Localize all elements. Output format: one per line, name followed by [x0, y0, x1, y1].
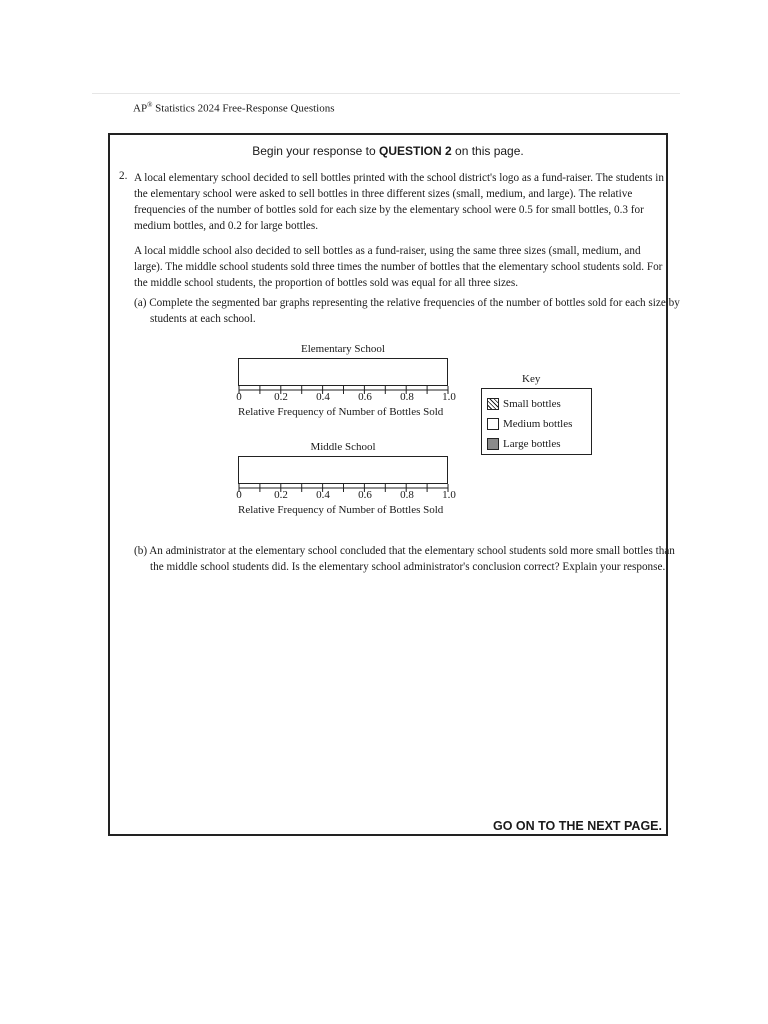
elementary-tick-label: 0.2 [274, 391, 288, 403]
middle-tick-label: 1.0 [442, 489, 456, 501]
elementary-tick-label: 0 [236, 391, 242, 403]
question-intro: A local elementary school decided to sell bottles printed with the school district's logo as a fund-raiser. The students in the elementary school were asked to sell bottles in three different sizes (small, medium, and large). The relative frequencies of the number of bottles sold for each size by the elementary school were 0.5 for small bottles, 0.3 for medium bottles, and 0.2 for large bottles. [134, 172, 664, 232]
middle-school-bar[interactable] [238, 456, 448, 484]
key-item-medium [487, 417, 572, 431]
key-title: Key [522, 373, 541, 385]
elementary-tick-label: 0.4 [316, 391, 330, 403]
key-item-small [487, 397, 561, 411]
begin-instruction: Begin your response to QUESTION 2 on this page. [252, 144, 524, 158]
elementary-tick-label: 1.0 [442, 391, 456, 403]
question-middle-school: A local middle school also decided to sell bottles as a fund-raiser, using the same three sizes (small, medium, and large). The middle school students sold three times the number of bottles that the elementary school students sold. For the middle school students, the proportion of bottles sold was equal for all three sizes. [134, 245, 663, 289]
gray-swatch-icon [487, 438, 499, 450]
middle-tick-label: 0.8 [400, 489, 414, 501]
part-a-prompt: (a) Complete the segmented bar graphs representing the relative frequencies of the number of bottles sold for each size by students at each school. [134, 297, 680, 325]
elementary-bar[interactable] [238, 358, 448, 386]
key-label-small: Small bottles [503, 398, 561, 410]
go-on-next-page: GO ON TO THE NEXT PAGE. [492, 819, 662, 833]
middle-axis-title: Relative Frequency of Number of Bottles Sold [238, 504, 444, 516]
elementary-axis-title: Relative Frequency of Number of Bottles Sold [238, 406, 444, 418]
key-label-medium: Medium bottles [503, 418, 573, 430]
middle-school-axis [238, 484, 448, 494]
middle-chart-title: Middle School [310, 441, 376, 453]
hatched-swatch-icon [487, 398, 499, 410]
key-label-large: Large bottles [503, 438, 561, 450]
elementary-axis [238, 386, 448, 396]
middle-tick-label: 0.6 [358, 489, 372, 501]
middle-tick-label: 0 [236, 489, 242, 501]
page-header: AP® Statistics 2024 Free-Response Questions [133, 101, 335, 115]
middle-tick-label: 0.4 [316, 489, 330, 501]
elementary-chart-title: Elementary School [300, 343, 385, 355]
question-number: 2. [119, 170, 128, 182]
elementary-tick-label: 0.6 [358, 391, 372, 403]
part-b-prompt: (b) An administrator at the elementary school concluded that the elementary school students sold more small bottles than the middle school students did. Is the elementary school administrator's conclusion correct? Explain your response. [134, 545, 675, 573]
key-item-large [487, 437, 561, 451]
top-divider [92, 93, 680, 94]
elementary-tick-label: 0.8 [400, 391, 414, 403]
key-legend [481, 388, 592, 455]
middle-tick-label: 0.2 [274, 489, 288, 501]
response-frame [108, 133, 680, 836]
white-swatch-icon [487, 418, 499, 430]
